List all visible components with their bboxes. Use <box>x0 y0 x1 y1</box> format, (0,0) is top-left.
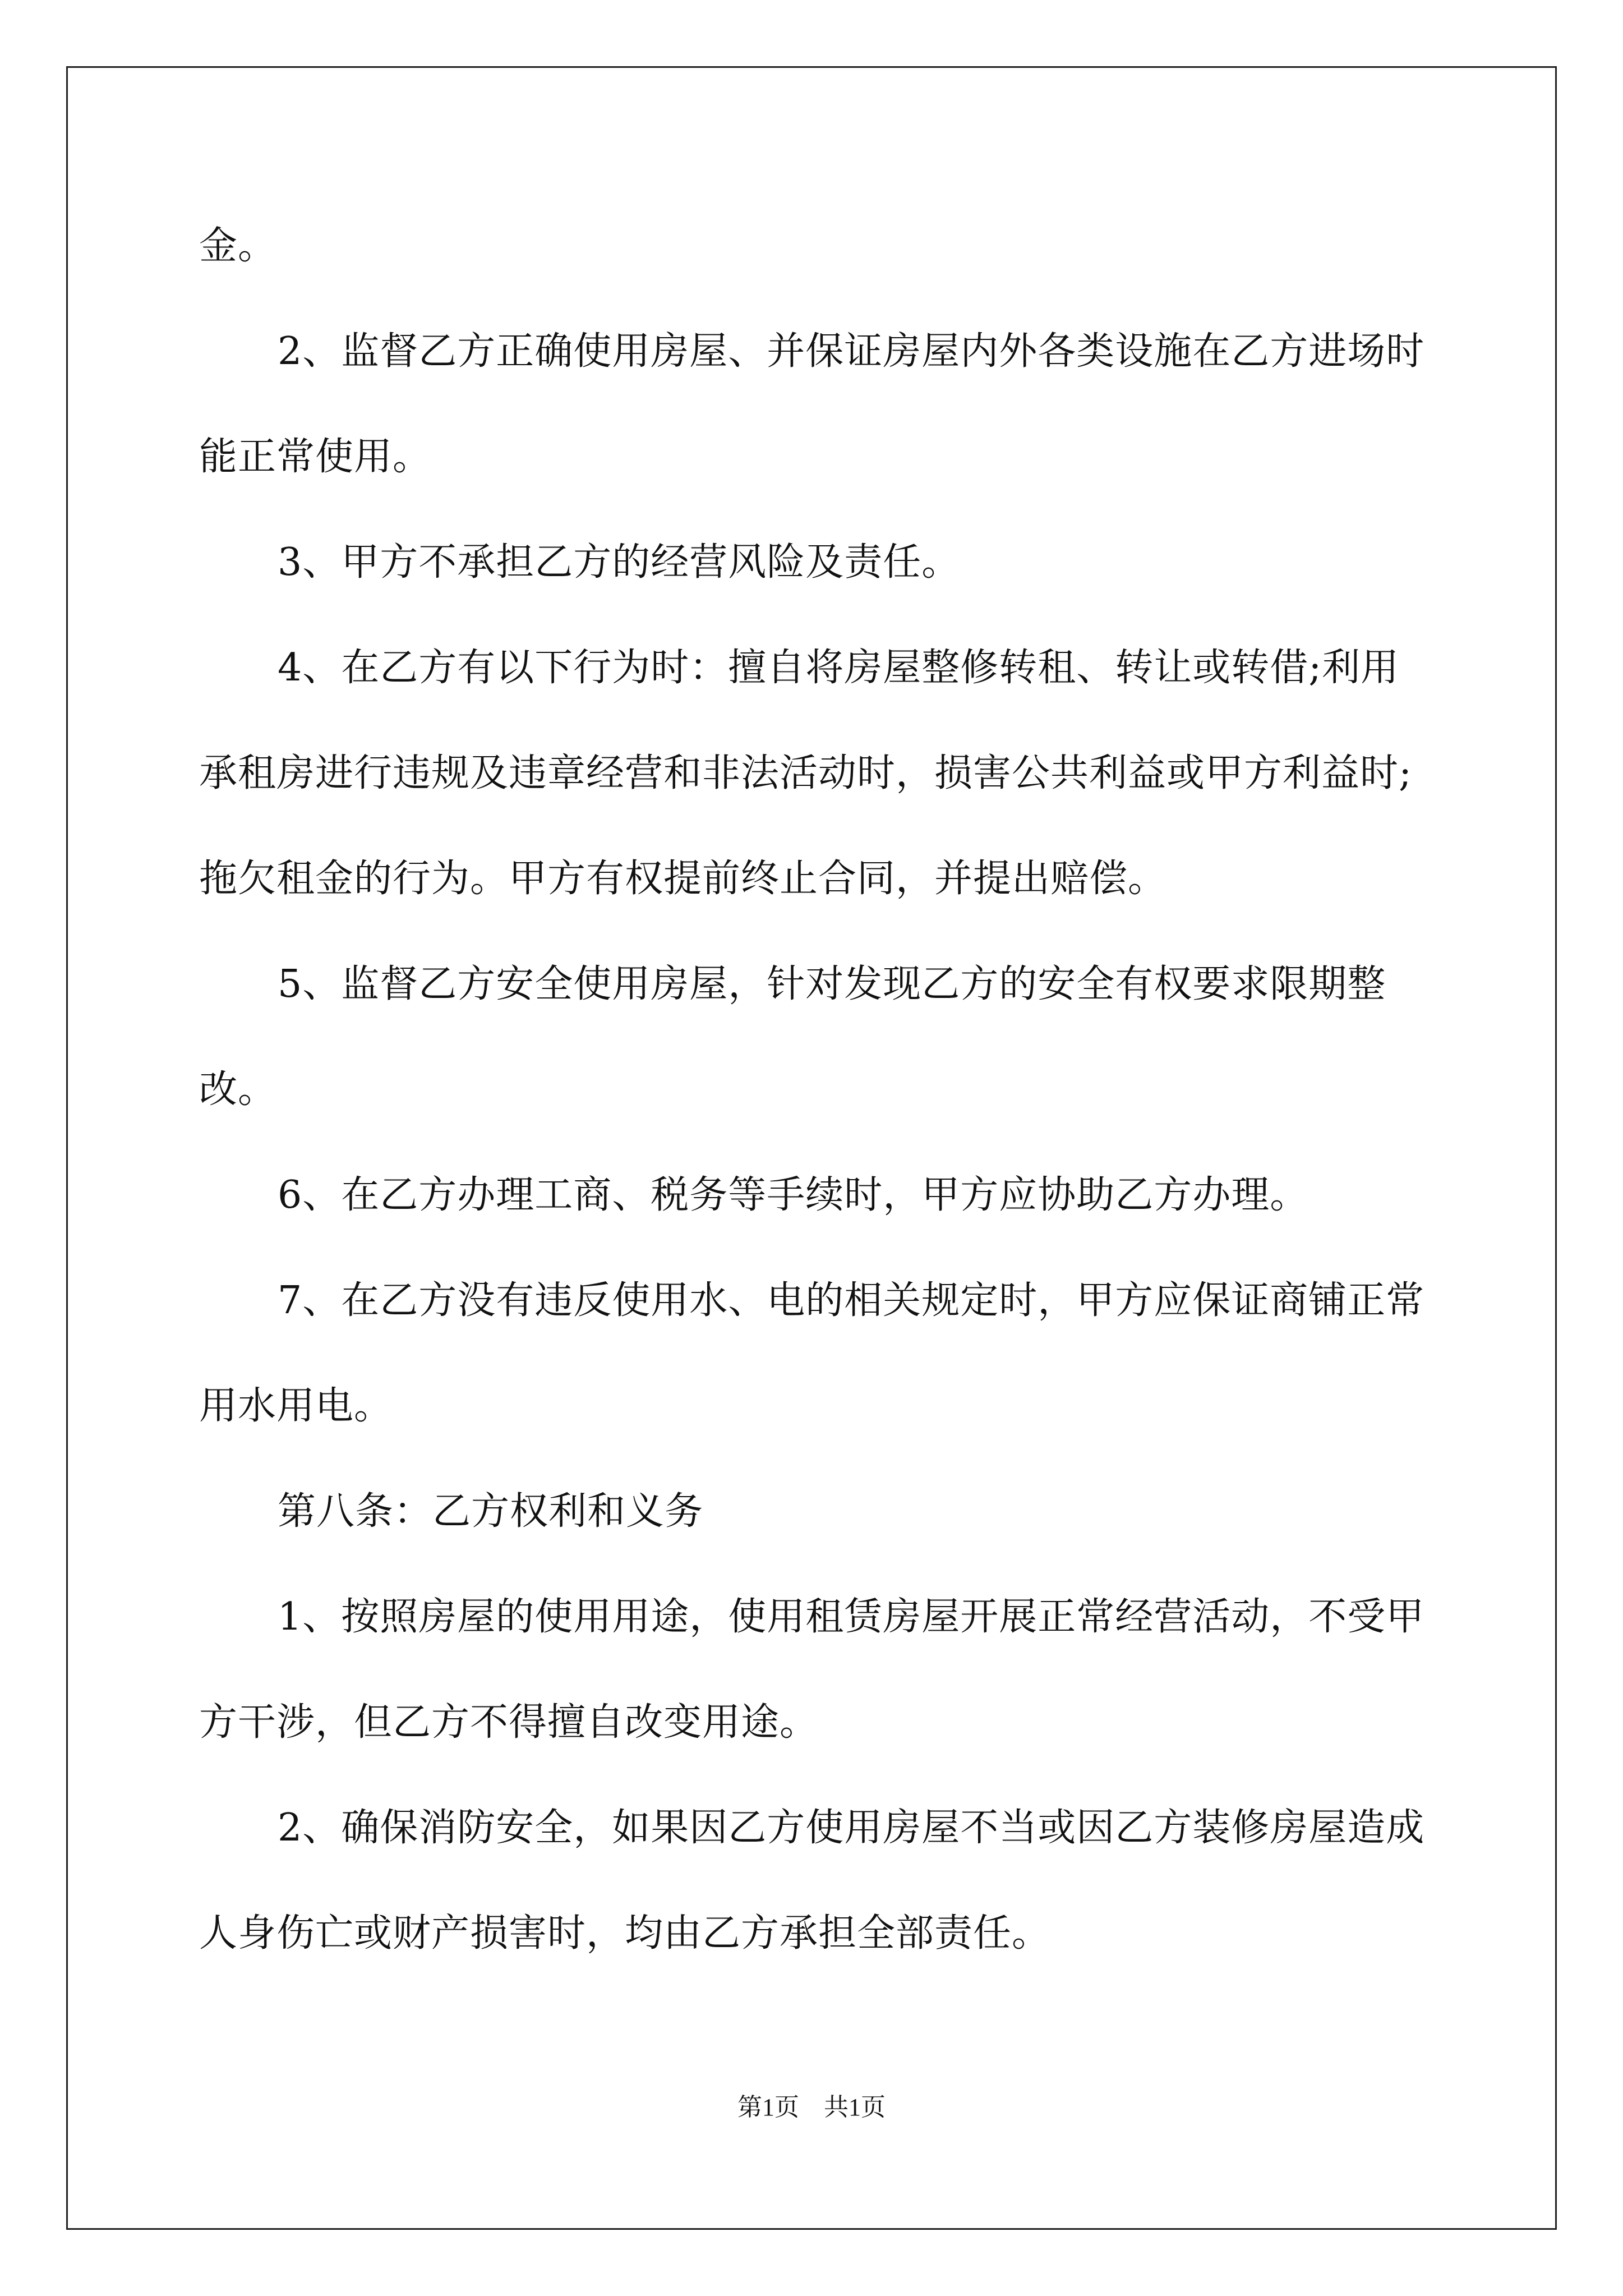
paragraph-4: 4、在乙方有以下行为时：擅自将房屋整修转租、转让或转借;利用承租房进行违规及违章经营和非法活动时，损害公共利益或甲方利益时;拖欠租金的行为。甲方有权提前终止合同，并提出赔偿。 <box>199 646 1412 901</box>
paragraph-5: 5、监督乙方安全使用房屋，针对发现乙方的安全有权要求限期整改。 <box>199 962 1386 1112</box>
paragraph-2: 2、监督乙方正确使用房屋、并保证房屋内外各类设施在乙方进场时能正常使用。 <box>199 329 1425 479</box>
section-heading: 第八条：乙方权利和义务 <box>278 1489 704 1534</box>
paragraph-1: 金。 <box>199 224 277 268</box>
paragraph-10: 2、确保消防安全，如果因乙方使用房屋不当或因乙方装修房屋造成人身伤亡或财产损害时，均由乙方承担全部责任。 <box>199 1806 1425 1955</box>
paragraph-9: 1、按照房屋的使用用途，使用租赁房屋开展正常经营活动，不受甲方干涉，但乙方不得擅自改变用途。 <box>199 1595 1425 1745</box>
page-number-footer: 第1页 共1页 <box>737 2093 886 2121</box>
paragraph-6: 6、在乙方办理工商、税务等手续时，甲方应协助乙方办理。 <box>278 1173 1309 1217</box>
paragraph-7: 7、在乙方没有违反使用水、电的相关规定时，甲方应保证商铺正常用水用电。 <box>199 1278 1425 1428</box>
paragraph-3: 3、甲方不承担乙方的经营风险及责任。 <box>278 540 961 585</box>
document-body <box>199 194 1433 1986</box>
